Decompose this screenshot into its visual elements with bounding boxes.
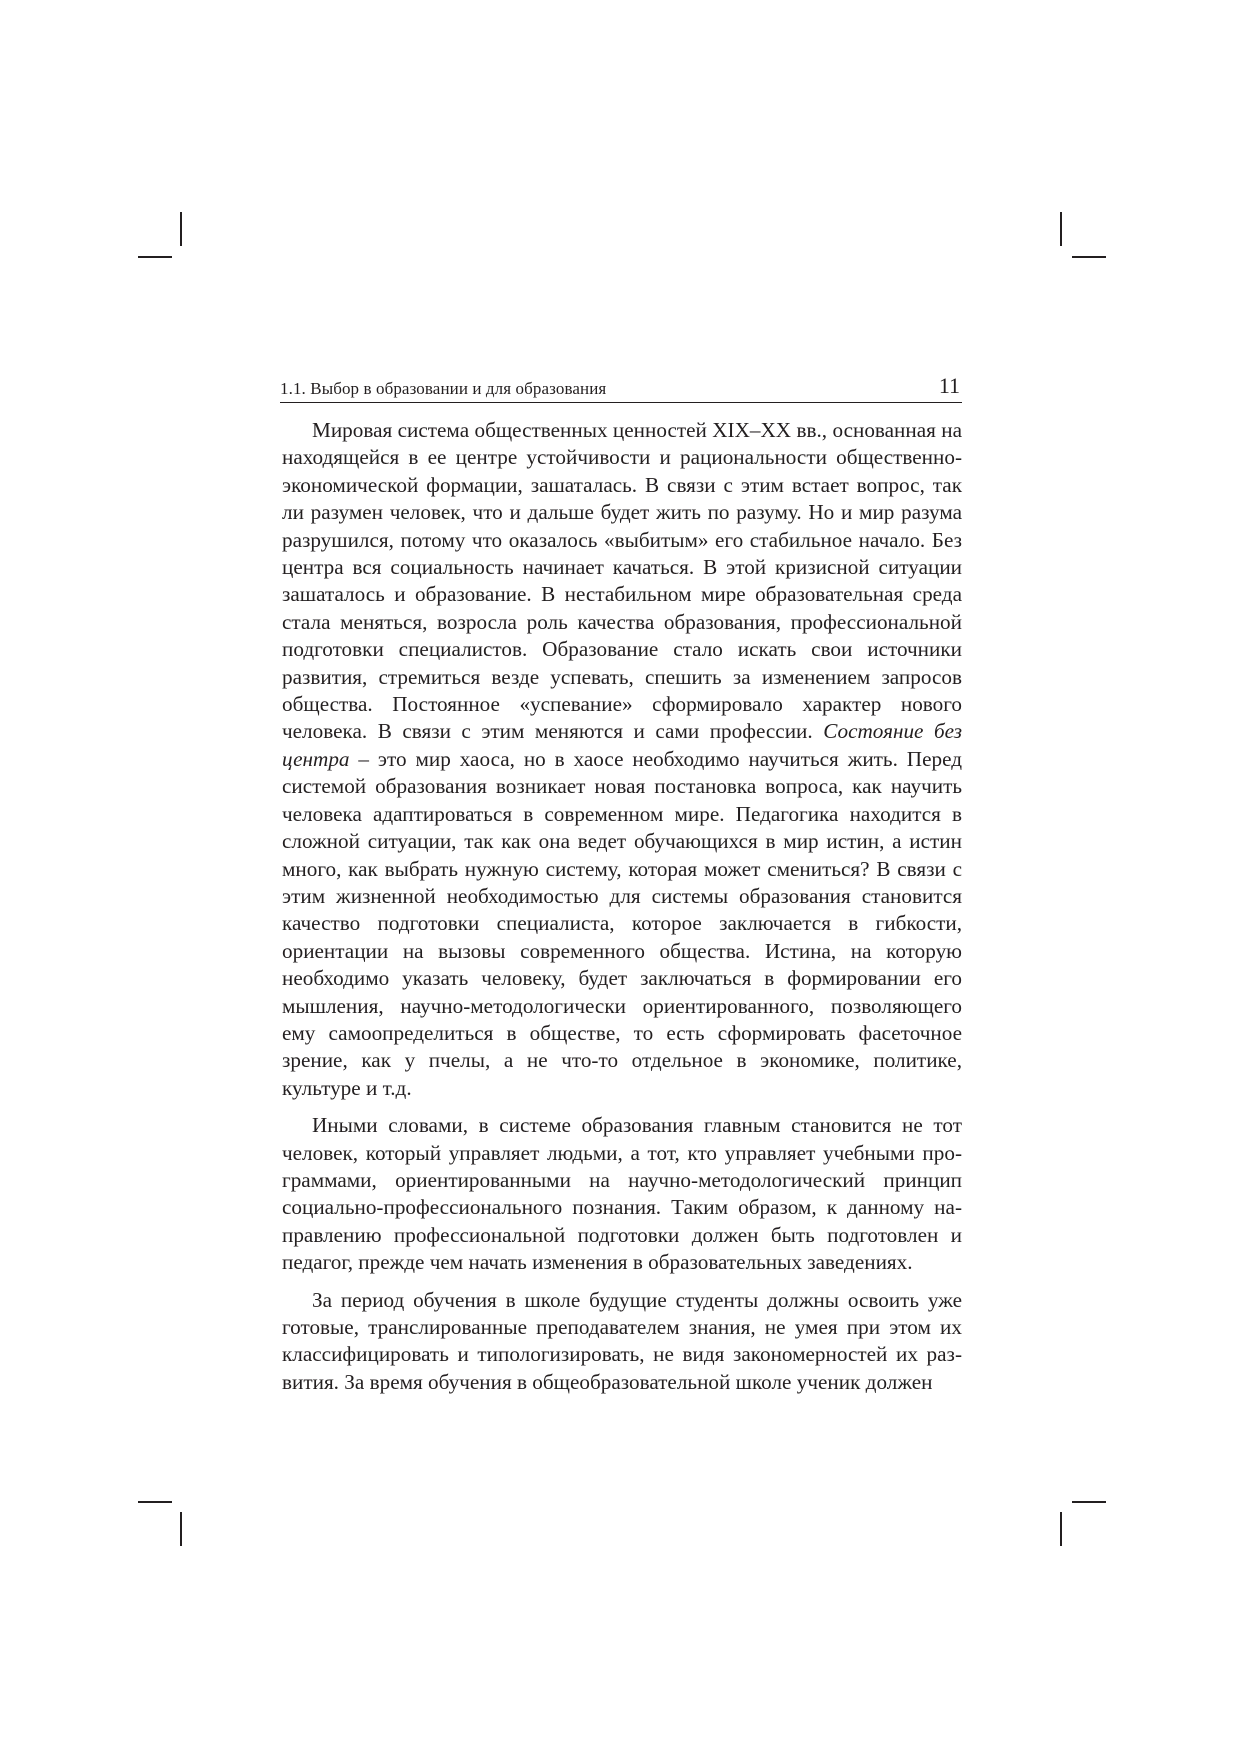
paragraph-1 [282,417,962,1102]
crop-mark-top-right-vertical [1060,212,1062,246]
section-title: 1.1. Выбор в образовании и для образования [280,379,607,398]
crop-mark-bottom-left-vertical [180,1512,182,1546]
crop-mark-top-right-horizontal [1072,256,1106,258]
page-number: 11 [938,373,960,398]
crop-mark-bottom-right-vertical [1060,1512,1062,1546]
running-head [280,372,962,403]
crop-mark-top-left-vertical [180,212,182,246]
paragraph-1-part-b: – это мир хаоса, но в хаосе необходимо научиться жить. Перед системой образования возникает новая постановка вопроса, как научить человека адаптироваться в современном мире. Педагогика находится в сложной ситуации, так как она ведет обучающихся в мир истин, а истин много, как выбрать нужную систему, которая может смениться? В связи с этим жизненной необходимостью для системы образования становится качество подготовки специалиста, которое заключается в гибкости, ориентации на вызовы современного общества. Истина, на которую необходимо указать человеку, будет заключаться в формировании его мышления, научно-методологически ориентированного, позволяющего ему самоопределиться в обществе, то есть сформировать фасеточное зрение, как у пчелы, а не что-то отдельное в экономике, политике, культуре и т.д. [282,746,962,1100]
crop-mark-bottom-left-horizontal [138,1501,172,1503]
paragraph-3: За период обучения в школе будущие студенты должны освоить уже готовые, транслированные преподавателем знания, не умея при этом их классифицировать и типологизировать, не видя закономерностей их развития. За время обучения в общеобразовательной школе ученик должен [282,1287,962,1394]
body-text [282,417,962,1396]
paragraph-2: Иными словами, в системе образования главным становится не тот человек, который управляет людьми, а тот, кто управляет учебными программами, ориентированными на научно-методологический принцип социально-профессионального познания. Таким образом, к данному направлению профессиональной подготовки должен быть подготовлен и педагог, прежде чем начать изменения в образовательных заведениях. [282,1113,962,1275]
italic-term: Состояние без центра [282,719,963,771]
crop-mark-top-left-horizontal [138,256,172,258]
paragraph-1-part-a: Мировая система общественных ценностей XIX–XX вв., основанная на находящейся в ее центре устойчивости и рациональности общественно-экономической формации, зашаталась. В связи с этим встает вопрос, так ли разумен человек, что и дальше будет жить по разуму. Но и мир разума разрушился, потому что оказалось «выбитым» его стабильное начало. Без центра вся социальность начинает качаться. В этой кризисной ситуации зашаталось и образование. В нестабильном мире образовательная среда стала меняться, возросла роль качества образования, профессиональной подготовки специалистов. Образование стало искать свои источники развития, стремиться везде успевать, спешить за изменением запросов общества. Постоянное «успевание» сформировало характер нового человека. В связи с этим меняются и сами профессии. [282,418,962,744]
crop-mark-bottom-right-horizontal [1072,1501,1106,1503]
